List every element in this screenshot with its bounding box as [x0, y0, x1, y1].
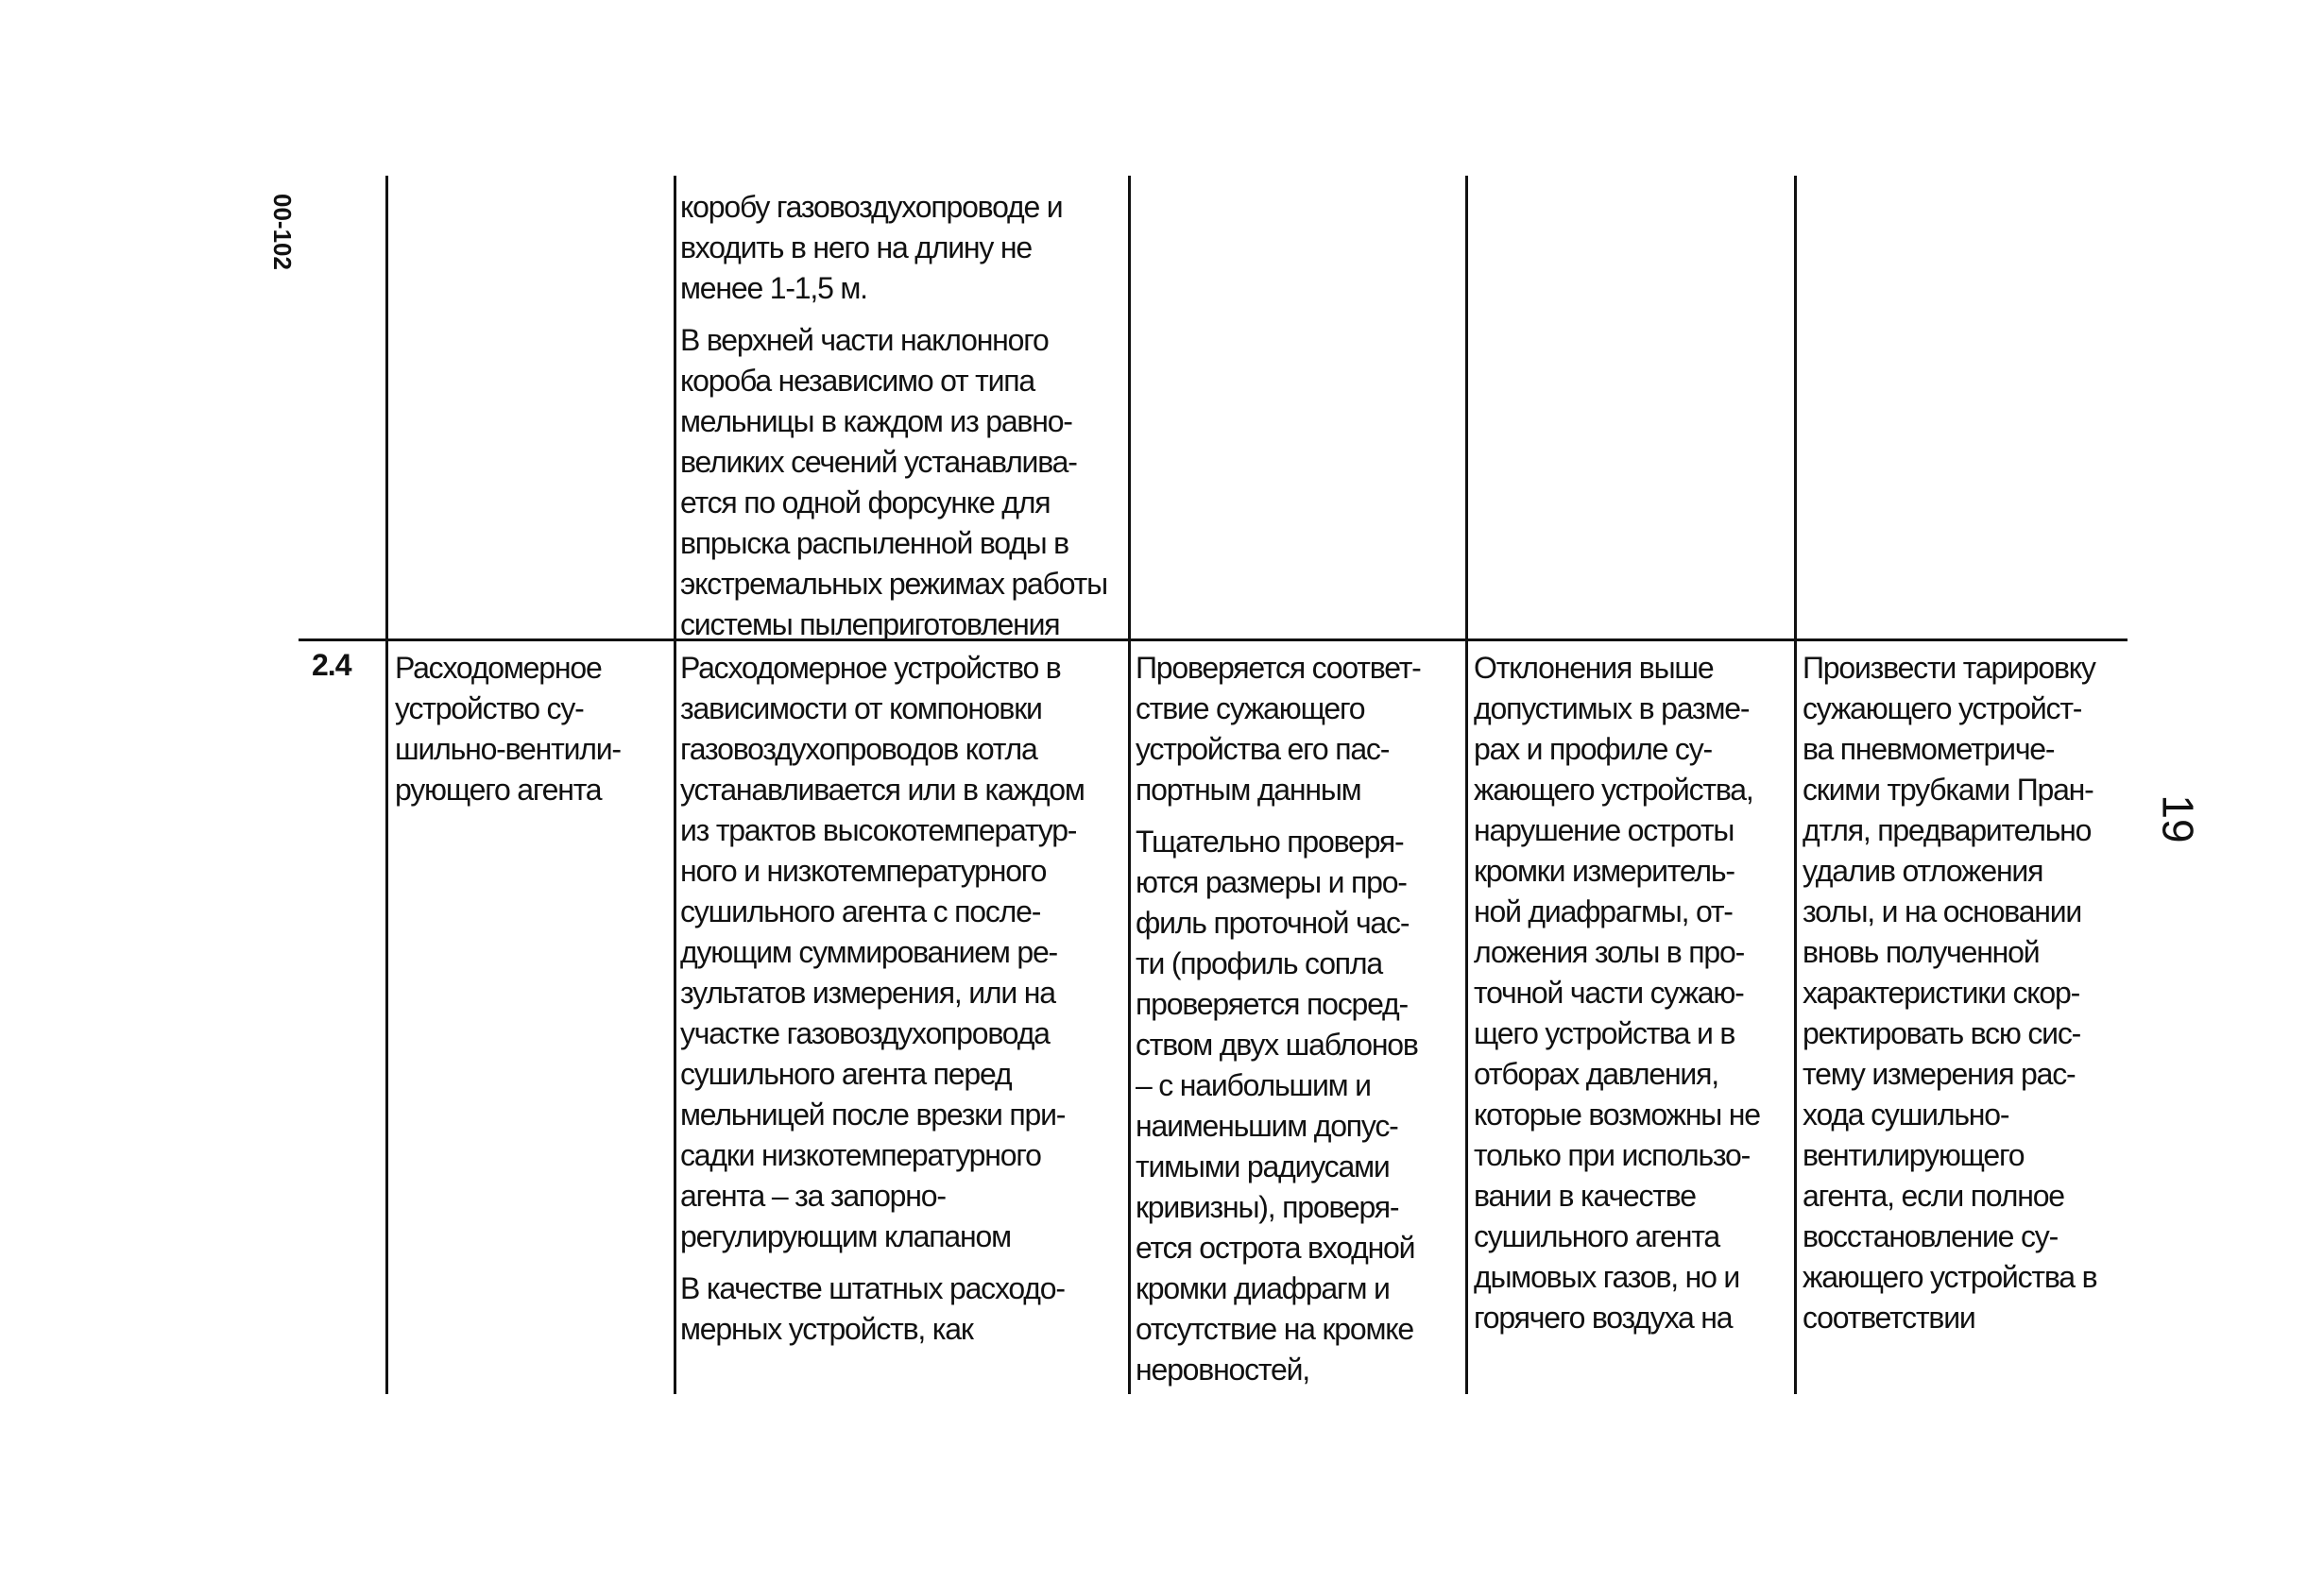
text-line: В верхней части наклонного [680, 323, 1049, 357]
text-line: входить в него на длину не [680, 230, 1032, 264]
text-line: системы пылеприготовления [680, 607, 1060, 641]
text-line: мельницей после врезки при- [680, 1098, 1066, 1132]
text-line: – с наибольшим и [1136, 1068, 1371, 1102]
text-line: газовоздухопроводов котла [680, 732, 1037, 766]
text-line: из трактов высокотемператур- [680, 813, 1077, 847]
text-line: рующего агента [395, 773, 602, 807]
text-line: рах и профиле су- [1474, 732, 1712, 766]
inspection-procedure [1136, 648, 1421, 1402]
text-line: ва пневмометриче- [1803, 732, 2055, 766]
text-line: нарушение остроты [1474, 813, 1734, 847]
text-line: восстановление су- [1803, 1219, 2059, 1253]
page-number: 19 [2153, 794, 2203, 843]
text-line: точной части сужаю- [1474, 976, 1744, 1010]
text-line: вновь полученной [1803, 935, 2040, 969]
text-line: горячего воздуха на [1474, 1301, 1733, 1335]
text-line: ложения золы в про- [1474, 935, 1745, 969]
text-line: соответствии [1803, 1301, 1975, 1335]
paragraph [680, 320, 1107, 645]
corrective-action [1803, 648, 2096, 1338]
text-line: дтля, предварительно [1803, 813, 2092, 847]
text-line: характеристики скор- [1803, 976, 2080, 1010]
text-line: садки низкотемпературного [680, 1138, 1041, 1172]
text-line: кромки измеритель- [1474, 854, 1734, 888]
text-line: устанавливается или в каждом [680, 773, 1085, 807]
column-divider-1 [385, 176, 388, 1394]
text-line: Проверяется соответ- [1136, 651, 1421, 685]
text-line: ется по одной форсунке для [680, 485, 1051, 519]
paragraph [1136, 822, 1421, 1390]
text-line: Расходомерное устройство в [680, 651, 1061, 685]
text-line: сушильного агента [1474, 1219, 1719, 1253]
text-line: хода сушильно- [1803, 1098, 2009, 1132]
column-divider-5 [1794, 176, 1797, 1394]
text-line: ются размеры и про- [1136, 865, 1407, 899]
text-line: ется острота входной [1136, 1231, 1415, 1265]
text-line: щего устройства и в [1474, 1016, 1735, 1050]
paragraph [1136, 648, 1421, 810]
text-line: сушильного агента перед [680, 1057, 1012, 1091]
text-line: тему измерения рас- [1803, 1057, 2076, 1091]
paragraph [680, 648, 1085, 1257]
text-line: жающего устройства в [1803, 1260, 2097, 1294]
row-number: 2.4 [312, 648, 351, 682]
text-line: В качестве штатных расходо- [680, 1271, 1065, 1305]
text-line: участке газовоздухопровода [680, 1016, 1050, 1050]
text-line: отборах давления, [1474, 1057, 1718, 1091]
item-name [395, 648, 621, 810]
text-line: устройства его пас- [1136, 732, 1390, 766]
text-line: отсутствие на кромке [1136, 1312, 1414, 1346]
text-line: агента, если полное [1803, 1179, 2064, 1213]
text-line: допустимых в разме- [1474, 691, 1750, 725]
text-line: регулирующим клапаном [680, 1219, 1011, 1253]
row-separator [299, 638, 2127, 641]
column-divider-4 [1465, 176, 1468, 1394]
text-line: только при использо- [1474, 1138, 1751, 1172]
text-line: дымовых газов, но и [1474, 1260, 1740, 1294]
text-line: ректировать всю сис- [1803, 1016, 2081, 1050]
text-line: Тщательно проверя- [1136, 825, 1404, 859]
text-line: Отклонения выше [1474, 651, 1714, 685]
text-line: проверяется посред- [1136, 987, 1408, 1021]
text-line: ной диафрагмы, от- [1474, 894, 1733, 928]
text-line: филь проточной час- [1136, 906, 1410, 940]
text-line: скими трубками Пран- [1803, 773, 2093, 807]
item-description [680, 648, 1085, 1361]
text-line: мельницы в каждом из равно- [680, 404, 1072, 438]
text-line: кромки диафрагм и [1136, 1271, 1390, 1305]
text-line: Произвести тарировку [1803, 651, 2095, 685]
document-code: 00-102 [267, 194, 297, 270]
text-line: дующим суммированием ре- [680, 935, 1057, 969]
text-line: которые возможны не [1474, 1098, 1760, 1132]
text-line: наименьшим допус- [1136, 1109, 1398, 1143]
text-line: ти (профиль сопла [1136, 946, 1382, 980]
text-line: Расходомерное [395, 651, 602, 685]
column-divider-3 [1128, 176, 1131, 1394]
text-line: портным данным [1136, 773, 1361, 807]
text-line: неровностей, [1136, 1353, 1309, 1387]
text-line: коробу газовоздухопроводе и [680, 190, 1063, 224]
text-line: зультатов измерения, или на [680, 976, 1055, 1010]
text-line: удалив отложения [1803, 854, 2043, 888]
text-line: впрыска распыленной воды в [680, 526, 1068, 560]
text-line: золы, и на основании [1803, 894, 2082, 928]
text-line: шильно-вентили- [395, 732, 621, 766]
text-line: зависимости от компоновки [680, 691, 1042, 725]
text-line: сужающего устройст- [1803, 691, 2082, 725]
paragraph [680, 1268, 1085, 1350]
text-line: тимыми радиусами [1136, 1149, 1390, 1183]
text-line: менее 1-1,5 м. [680, 271, 867, 305]
text-line: устройство су- [395, 691, 584, 725]
top-row-description [680, 187, 1107, 656]
text-line: агента – за запорно- [680, 1179, 946, 1213]
column-divider-2 [674, 176, 676, 1394]
text-line: короба независимо от типа [680, 364, 1035, 398]
text-line: ного и низкотемпературного [680, 854, 1047, 888]
text-line: кривизны), проверя- [1136, 1190, 1399, 1224]
text-line: вании в качестве [1474, 1179, 1696, 1213]
text-line: великих сечений устанавлива- [680, 445, 1077, 479]
text-line: экстремальных режимах работы [680, 567, 1107, 601]
text-line: сушильного агента с после- [680, 894, 1041, 928]
text-line: ством двух шаблонов [1136, 1028, 1418, 1062]
possible-defects [1474, 648, 1760, 1338]
text-line: вентилирующего [1803, 1138, 2025, 1172]
text-line: мерных устройств, как [680, 1312, 973, 1346]
paragraph [680, 187, 1107, 309]
text-line: жающего устройства, [1474, 773, 1753, 807]
text-line: ствие сужающего [1136, 691, 1365, 725]
